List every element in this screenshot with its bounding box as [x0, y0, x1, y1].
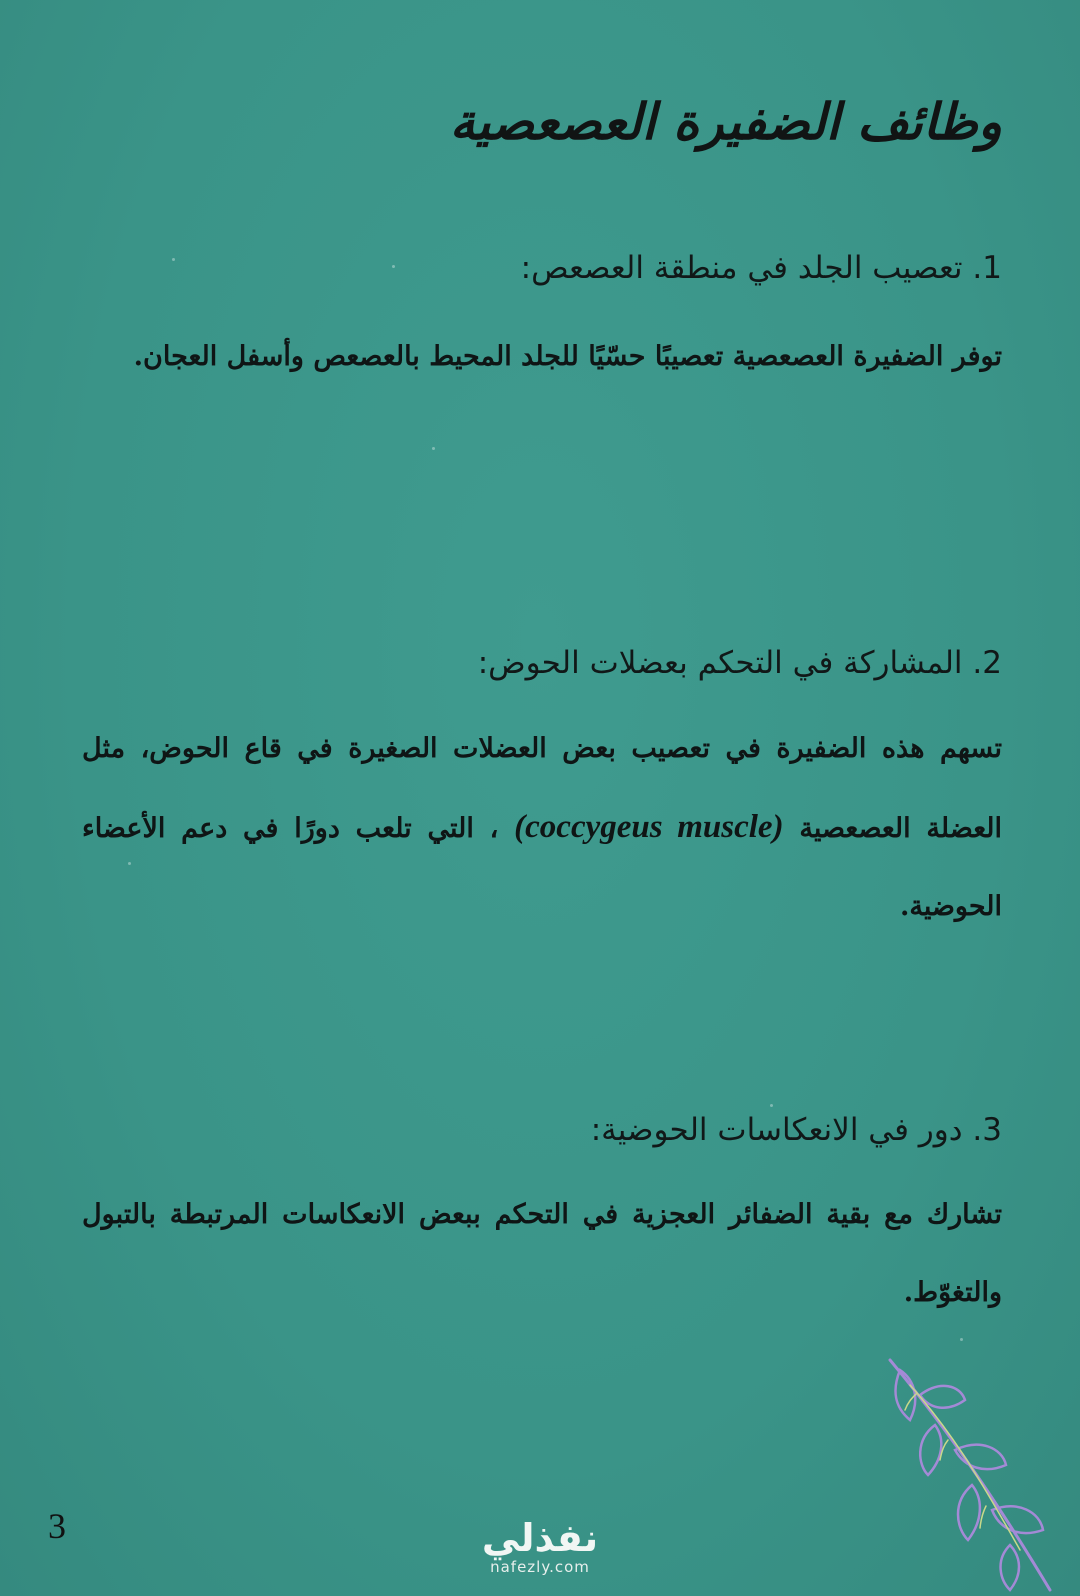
page-title: وظائف الضفيرة العصعصية — [449, 92, 1002, 151]
plant-leaf — [920, 1425, 941, 1475]
background-speck — [960, 1338, 963, 1341]
coccygeus-muscle-term: (coccygeus muscle) — [514, 809, 784, 845]
logo-arabic-text: نفذلي — [481, 1516, 599, 1560]
logo-url-text: nafezly.com — [490, 1558, 590, 1576]
nafezly-logo — [470, 1518, 610, 1576]
section-heading-pelvic-muscles: 2. المشاركة في التحكم بعضلات الحوض: — [477, 645, 1002, 681]
background-speck — [432, 447, 435, 450]
section-heading-pelvic-reflexes: 3. دور في الانعكاسات الحوضية: — [590, 1112, 1002, 1148]
section-text-pelvic-reflexes: تشارك مع بقية الضفائر العجزية في التحكم ببعض الانعكاسات المرتبطة بالتبول والتغوّط. — [82, 1199, 1002, 1308]
plant-leaf — [958, 1485, 980, 1540]
page-number: 3 — [48, 1506, 66, 1546]
pelvic-muscles-text-part1: تسهم هذه الضفيرة في تعصيب بعض العضلات الصغيرة في قاع الحوض، مثل العضلة العصعصية — [82, 733, 1002, 844]
section-text-pelvic-muscles — [82, 710, 1002, 946]
section-text-skin-innervation: توفر الضفيرة العصعصية تعصيبًا حسّيًا للجلد المحيط بالعصعص وأسفل العجان. — [133, 341, 1002, 372]
plant-decoration-icon — [880, 1350, 1080, 1596]
section-heading-skin-innervation: 1. تعصيب الجلد في منطقة العصعص: — [520, 250, 1002, 286]
plant-leaf — [1001, 1545, 1019, 1590]
pelvic-muscles-text-part2: ، التي تلعب دورًا في دعم الأعضاء الحوضية. — [82, 813, 1002, 922]
background-speck — [770, 1104, 773, 1107]
